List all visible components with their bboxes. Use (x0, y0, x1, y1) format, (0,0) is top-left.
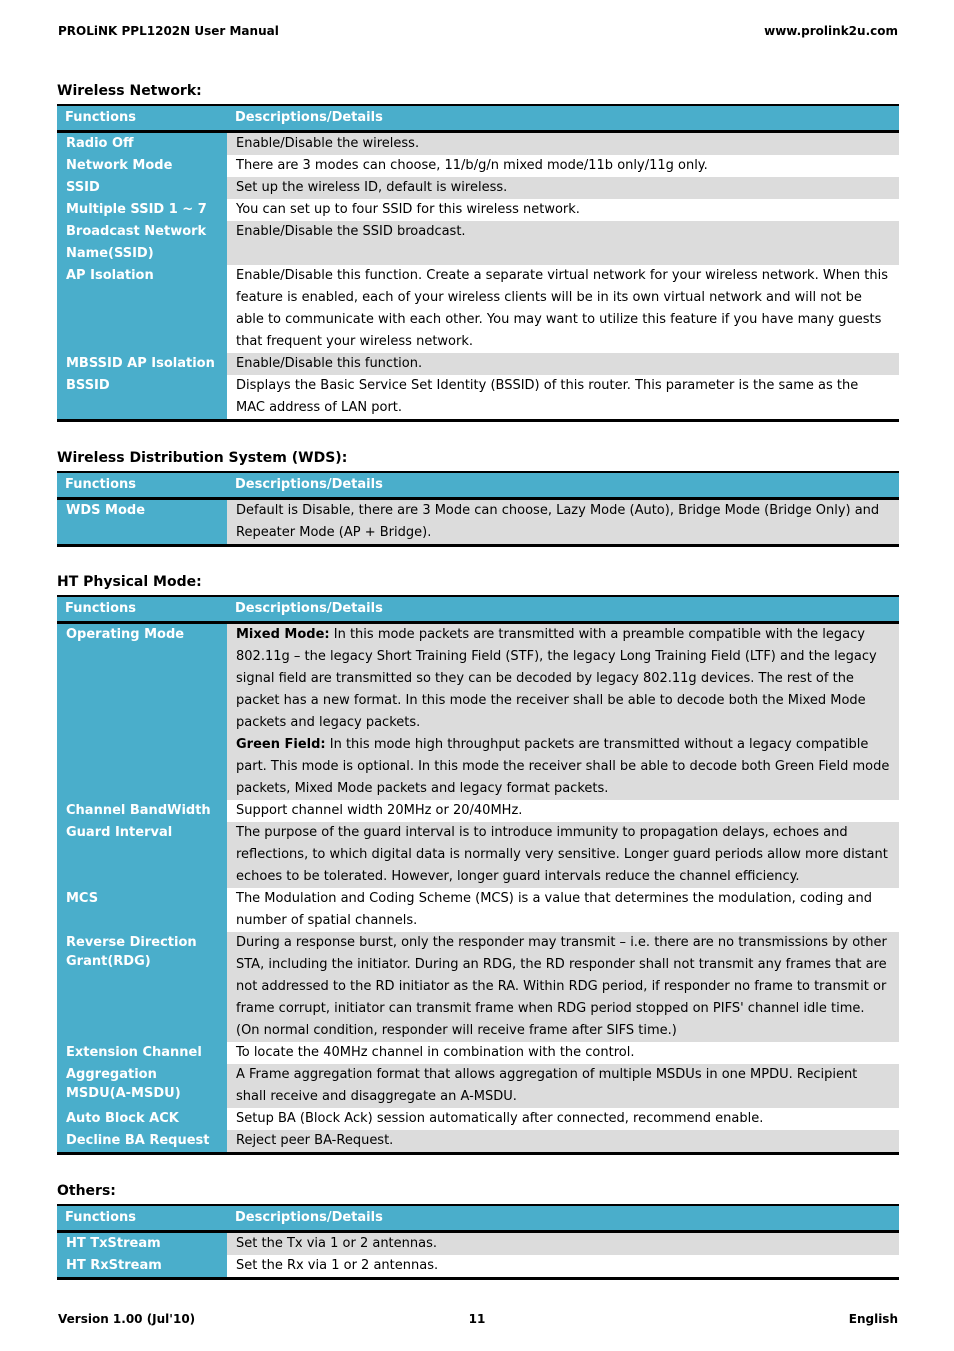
section-title: HT Physical Mode: (57, 574, 202, 590)
function-desc (227, 622, 899, 800)
table-row (57, 265, 899, 353)
function-desc: Enable/Disable this function. (227, 353, 899, 375)
table-row (57, 1231, 899, 1255)
table-row (57, 155, 899, 177)
table-row (57, 375, 899, 421)
function-desc: A Frame aggregation format that allows aggregation of multiple MSDUs in one MPDU. Recipient shall receive and disaggregate an A-MSDU. (227, 1064, 899, 1108)
function-desc: There are 3 modes can choose, 11/b/g/n mixed mode/11b only/11g only. (236, 157, 708, 173)
wds-table (57, 471, 899, 547)
table-row (57, 199, 899, 221)
col-descriptions: Descriptions/Details (227, 596, 899, 622)
table-row (57, 822, 899, 888)
function-desc: Displays the Basic Service Set Identity (BSSID) of this router. This parameter is the same as the MAC address of LAN port. (236, 377, 859, 415)
table-row (57, 353, 899, 375)
col-functions: Functions (57, 596, 227, 622)
function-name: Guard Interval (57, 822, 227, 888)
function-desc: Setup BA (Block Ack) session automatically after connected, recommend enable. (236, 1110, 764, 1126)
function-desc: During a response burst, only the responder may transmit – i.e. there are no transmissions by other STA, including the initiator. During an RDG, the RD responder shall not transmit any frames that are not addressed to the RD initiator as the RA. Within RDG period, if responder no frame to transmit or frame corrupt, initiator can transmit frame when RDG period stopped on PIFS' channel idle time. (On normal condition, responder will receive frame after SIFS time.) (227, 932, 899, 1042)
others-table (57, 1204, 899, 1280)
col-descriptions: Descriptions/Details (227, 472, 899, 498)
col-descriptions: Descriptions/Details (227, 1205, 899, 1231)
col-functions: Functions (57, 105, 227, 131)
table-row (57, 221, 899, 265)
table-row (57, 888, 899, 932)
function-desc: Enable/Disable the wireless. (227, 131, 899, 155)
function-desc: Default is Disable, there are 3 Mode can choose, Lazy Mode (Auto), Bridge Mode (Bridge Only) and Repeater Mode (AP + Bridge). (227, 498, 899, 545)
function-name: MBSSID AP Isolation (57, 353, 227, 375)
function-desc: Set the Rx via 1 or 2 antennas. (236, 1257, 439, 1273)
table-row (57, 1064, 899, 1108)
ht-physical-mode-table (57, 595, 899, 1155)
col-functions: Functions (57, 472, 227, 498)
function-name: Auto Block ACK (57, 1108, 227, 1130)
green-field-label: Green Field: (236, 736, 326, 752)
function-name: Radio Off (57, 131, 227, 155)
function-name: Multiple SSID 1 ~ 7 (57, 199, 227, 221)
function-name: Extension Channel (57, 1042, 227, 1064)
function-name: Operating Mode (57, 622, 227, 800)
section-title: Others: (57, 1183, 116, 1199)
function-desc: Reject peer BA-Request. (227, 1130, 899, 1154)
version-label: Version 1.00 (Jul'10) (58, 1312, 196, 1326)
language-label: English (848, 1312, 898, 1326)
function-name: HT RxStream (57, 1255, 227, 1279)
function-desc: Support channel width 20MHz or 20/40MHz. (236, 802, 523, 818)
mixed-mode-text: In this mode packets are transmitted with a preamble compatible with the legacy 802.11g – the legacy Short Training Field (STF), the legacy Long Training Field (LTF) and the legacy signal field are transmitted so they can be decoded by legacy 802.11g devices. The rest of the packet has a new format. In this mode the receiver shall be able to decode both the Mixed Mode packets and legacy packets. (236, 626, 877, 730)
col-descriptions: Descriptions/Details (227, 105, 899, 131)
function-name: Decline BA Request (57, 1130, 227, 1154)
table-row (57, 498, 899, 545)
function-desc: Enable/Disable the SSID broadcast. (227, 221, 899, 265)
function-desc: Set the Tx via 1 or 2 antennas. (227, 1231, 899, 1255)
function-desc: You can set up to four SSID for this wireless network. (236, 201, 580, 217)
function-name: HT TxStream (57, 1231, 227, 1255)
table-row (57, 1042, 899, 1064)
function-name: MCS (57, 888, 227, 932)
function-desc: The Modulation and Coding Scheme (MCS) is a value that determines the modulation, coding and number of spatial channels. (236, 890, 872, 928)
section-title: Wireless Distribution System (WDS): (57, 450, 348, 466)
function-desc: To locate the 40MHz channel in combination with the control. (236, 1044, 635, 1060)
table-row (57, 131, 899, 155)
manual-title: PROLiNK PPL1202N User Manual (58, 24, 279, 38)
green-field-text: In this mode high throughput packets are transmitted without a legacy compatible part. This mode is optional. In this mode the receiver shall be able to decode both Green Field mode packets, Mixed Mode packets and legacy format packets. (236, 736, 890, 796)
function-name: SSID (57, 177, 227, 199)
ht-physical-mode-section (57, 573, 899, 1155)
function-desc: Enable/Disable this function. Create a separate virtual network for your wireless network. When this feature is enabled, each of your wireless clients will be in its own virtual network and will not be able to communicate with each other. You may want to utilize this feature if you have many guests that frequent your wireless network. (236, 267, 889, 349)
table-row (57, 1255, 899, 1279)
col-functions: Functions (57, 1205, 227, 1231)
wireless-network-table (57, 104, 899, 422)
function-desc: Set up the wireless ID, default is wireless. (227, 177, 899, 199)
function-name: Channel BandWidth (57, 800, 227, 822)
function-name: Reverse Direction Grant(RDG) (57, 932, 227, 1042)
wds-section (57, 449, 899, 547)
function-name: Aggregation MSDU(A-MSDU) (57, 1064, 227, 1108)
website-link[interactable]: www.prolink2u.com (764, 24, 898, 38)
page-number: 11 (468, 1312, 486, 1326)
table-row (57, 177, 899, 199)
function-desc: The purpose of the guard interval is to introduce immunity to propagation delays, echoes and reflections, to which digital data is normally very sensitive. Longer guard periods allow more distant echoes to be tolerated. However, longer guard intervals reduce the channel efficiency. (227, 822, 899, 888)
table-row (57, 932, 899, 1042)
function-name: BSSID (57, 375, 227, 421)
section-title: Wireless Network: (57, 83, 202, 99)
function-name: WDS Mode (57, 498, 227, 545)
table-row (57, 1108, 899, 1130)
table-row (57, 800, 899, 822)
table-row (57, 1130, 899, 1154)
mixed-mode-label: Mixed Mode: (236, 626, 330, 642)
wireless-network-section (57, 82, 899, 422)
others-section (57, 1182, 899, 1280)
function-name: Broadcast Network Name(SSID) (57, 221, 227, 265)
table-row (57, 622, 899, 800)
function-name: AP Isolation (57, 265, 227, 353)
function-name: Network Mode (57, 155, 227, 177)
